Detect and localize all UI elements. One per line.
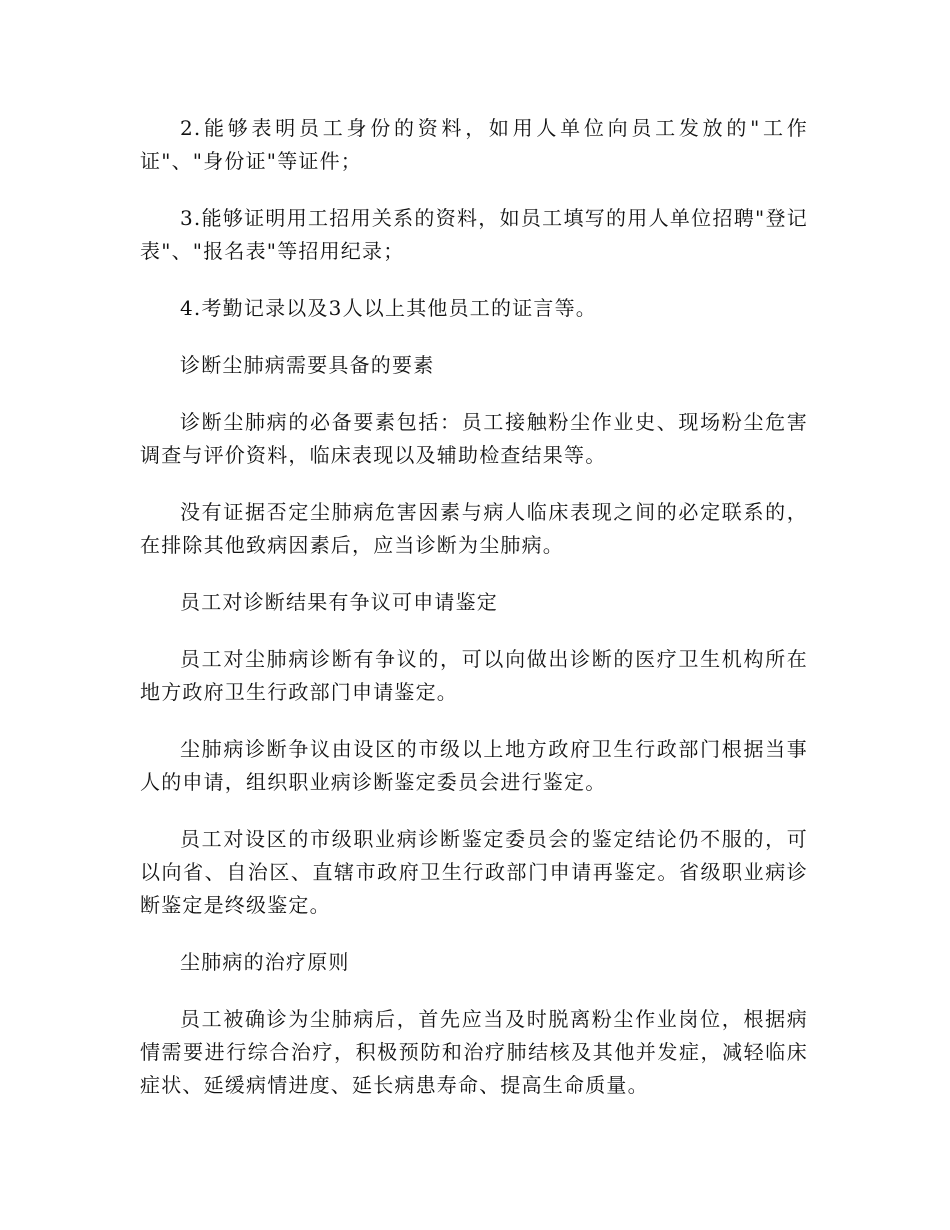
- paragraph-attendance-records: 4.考勤记录以及3人以上其他员工的证言等。: [180, 296, 598, 320]
- paragraph-id-materials: 2.能够表明员工身份的资料，如用人单位向员工发放的"工作证"、"身份证"等证件；: [140, 116, 808, 173]
- section-heading-diagnosis-elements: 诊断尘肺病需要具备的要素: [180, 353, 435, 377]
- document-body: [140, 112, 808, 1126]
- paragraph-diagnosis-rule: 没有证据否定尘肺病危害因素与病人临床表现之间的必定联系的，在排除其他致病因素后，应当诊断为尘肺病。: [140, 500, 808, 557]
- section-heading-treatment-principles: 尘肺病的治疗原则: [180, 950, 350, 974]
- section-heading-dispute-appraisal: 员工对诊断结果有争议可申请鉴定: [180, 590, 498, 614]
- paragraph-dispute-committee: 尘肺病诊断争议由设区的市级以上地方政府卫生行政部门根据当事人的申请，组织职业病诊断鉴定委员会进行鉴定。: [140, 737, 808, 794]
- paragraph-re-appraisal: 员工对设区的市级职业病诊断鉴定委员会的鉴定结论仍不服的，可以向省、自治区、直辖市政府卫生行政部门申请再鉴定。省级职业病诊断鉴定是终级鉴定。: [140, 827, 808, 917]
- paragraph-employment-materials: 3.能够证明用工招用关系的资料，如员工填写的用人单位招聘"登记表"、"报名表"等招用纪录；: [140, 206, 808, 263]
- paragraph-diagnosis-elements: 诊断尘肺病的必备要素包括：员工接触粉尘作业史、现场粉尘危害调查与评价资料，临床表现以及辅助检查结果等。: [140, 410, 808, 467]
- paragraph-treatment-principles: 员工被确诊为尘肺病后，首先应当及时脱离粉尘作业岗位，根据病情需要进行综合治疗，积极预防和治疗肺结核及其他并发症，减轻临床症状、延缓病情进度、延长病患寿命、提高生命质量。: [140, 1007, 808, 1097]
- paragraph-dispute-application: 员工对尘肺病诊断有争议的，可以向做出诊断的医疗卫生机构所在地方政府卫生行政部门申请鉴定。: [140, 647, 808, 704]
